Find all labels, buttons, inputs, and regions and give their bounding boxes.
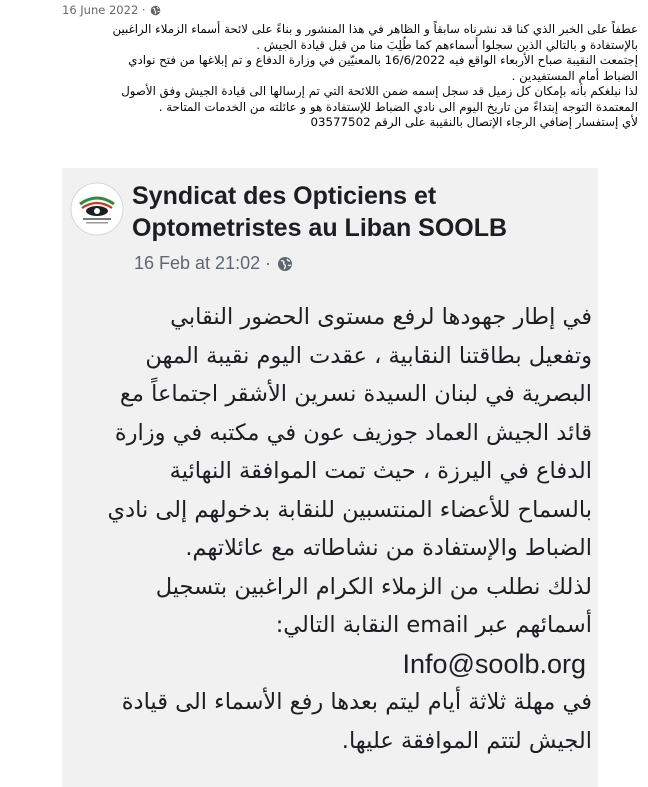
shared-post-timestamp[interactable] bbox=[134, 253, 293, 274]
post-header bbox=[0, 0, 648, 24]
shared-post-text-line: الضباط والإستفادة من نشاطاته مع عائلاتهم. bbox=[185, 535, 592, 561]
page-margin bbox=[598, 140, 648, 787]
email-address: Info@soolb.org bbox=[402, 648, 586, 679]
shared-post-text-line: الدفاع في اليرزة ، حيث تمت الموافقة النهائية bbox=[169, 458, 592, 484]
organization-name-line: Syndicat des Opticiens et bbox=[132, 182, 437, 210]
globe-icon bbox=[277, 256, 293, 272]
shared-post-text bbox=[72, 298, 592, 760]
post-text-line: لذا نبلغكم بأنه بإمكان كل زميل قد سجل إسمه ضمن اللائحة التي تم إرسالها الى قيادة الجيش وفق الأصول bbox=[121, 84, 638, 98]
post-text-line: لأي إستفسار إضافي الرجاء الإتصال بالنقيبة على الرقم 03577502 bbox=[310, 115, 638, 129]
shared-post-text-line: أسمائهم عبر email النقابة التالي: bbox=[275, 612, 592, 638]
organization-name-line: Optometristes au Liban SOOLB bbox=[132, 214, 508, 242]
shared-post-text-line: بالسماح للأعضاء المنتسبين للنقابة بدخولهم إلى نادي bbox=[107, 496, 592, 523]
organization-name[interactable] bbox=[132, 180, 507, 244]
post-text-line: إجتمعت النقيبة صباح الأربعاء الواقع فيه 16/6/2022 بالمعنيّين في وزارة الدفاع و تم إبلاغها من فتح نوادي bbox=[128, 53, 638, 67]
post-text bbox=[10, 22, 638, 131]
shared-post-text-line: البصرية في لبنان السيدة نسرين الأشقر اجتماعاً مع bbox=[119, 381, 592, 407]
shared-post-text-line: قائد الجيش العماد جوزيف عون في مكتبه في وزارة bbox=[114, 419, 592, 446]
shared-post-text-line: الجيش لتتم الموافقة عليها. bbox=[341, 727, 592, 754]
post-text-line: الضباط أمام المستفيدين . bbox=[511, 68, 638, 83]
shared-post-date-text[interactable]: 16 Feb at 21:02 · bbox=[134, 253, 272, 273]
post-date-text[interactable]: 16 June 2022 · bbox=[62, 3, 146, 17]
post-text-line: عطفاً على الخبر الذي كنا قد نشرناه سابقاً و الظاهر في هذا المنشور و بناءً على لائحة أسماء الزملاء الراغبين bbox=[112, 22, 638, 36]
shared-post-text-line: لذلك نطلب من الزملاء الكرام الراغبين بتسجيل bbox=[155, 573, 592, 600]
shared-post-text-line: في مهلة ثلاثة أيام ليتم بعدها رفع الأسماء الى قيادة bbox=[121, 689, 592, 715]
post-text-line: بالإستفادة و بالتالي الذين سجلوا أسماءهم كما طُلِبَ منا من قبل قيادة الجيش . bbox=[256, 37, 638, 52]
post-text-line: المعتمدة التوجه إبتداءً من تاريخ اليوم الى نادي الضباط للإستفادة هو و عائلته من الخدمات المتاحة . bbox=[158, 99, 638, 114]
post-timestamp[interactable] bbox=[62, 3, 161, 17]
shared-post-text-line: وتفعيل بطاقتنا النقابية ، عقدت اليوم نقيبة المهن bbox=[145, 342, 592, 369]
globe-icon bbox=[150, 5, 161, 16]
shared-post-image[interactable] bbox=[62, 168, 598, 787]
shared-post-text-line: في إطار جهودها لرفع مستوى الحضور النقابي bbox=[170, 304, 592, 330]
organization-logo bbox=[70, 182, 124, 236]
